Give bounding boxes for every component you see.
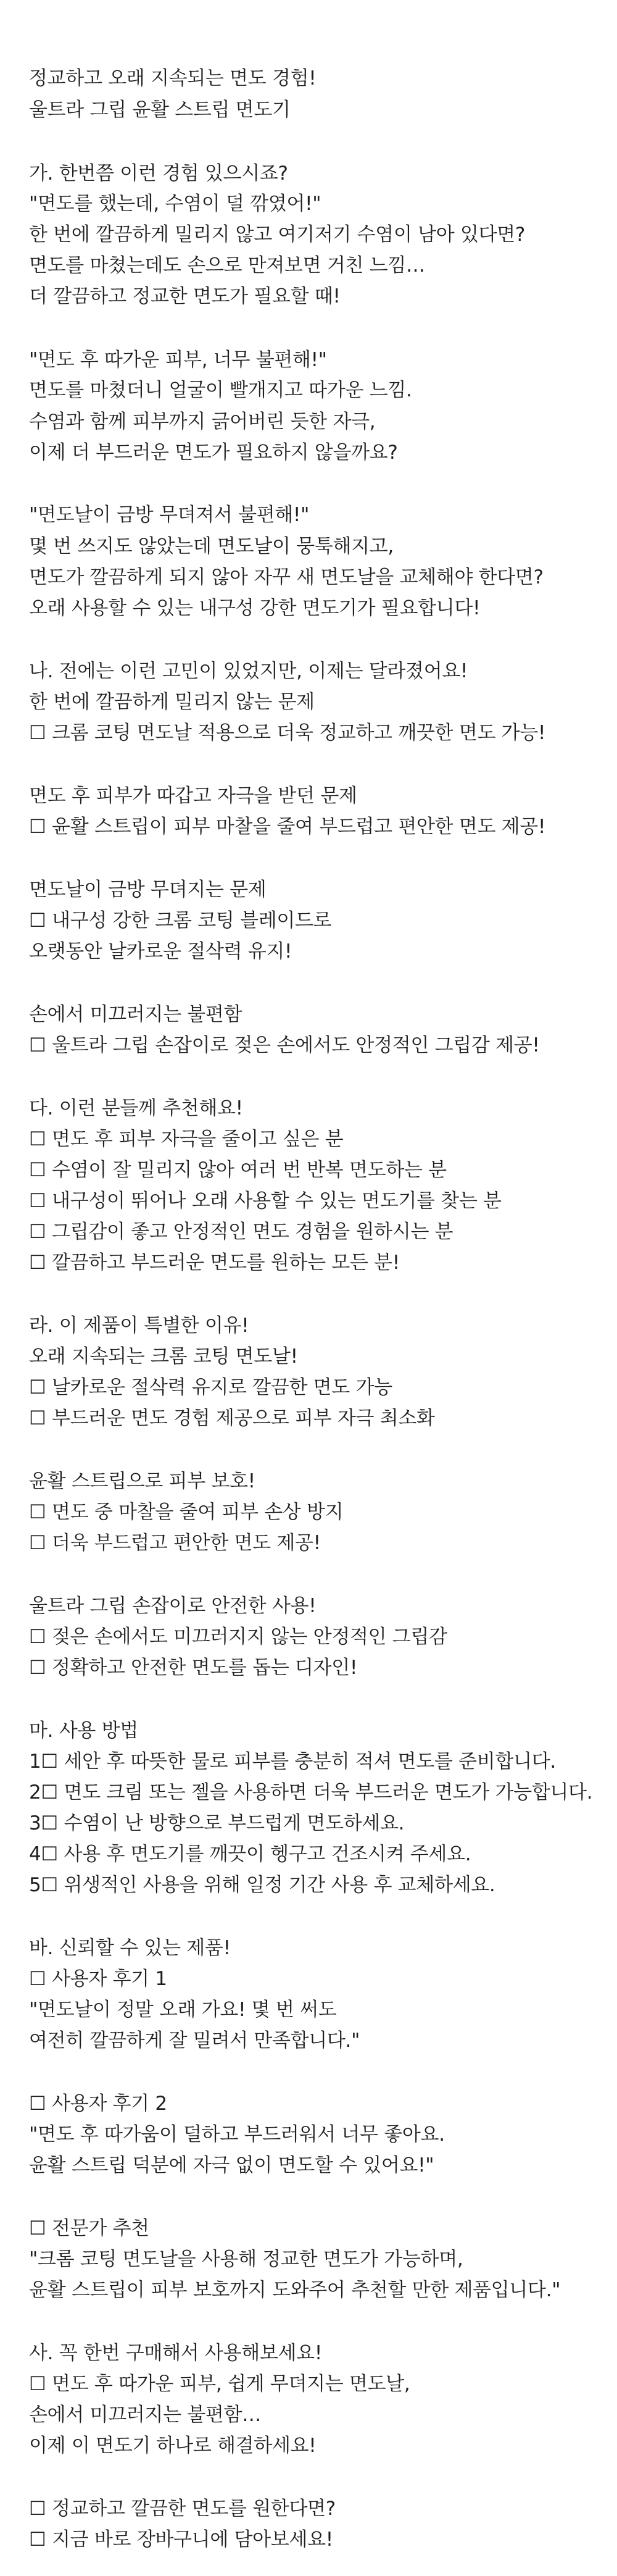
- text-line: 윤활 스트립으로 피부 보호!: [29, 1470, 255, 1492]
- text-line: 바. 신뢰할 수 있는 제품!: [29, 1937, 231, 1959]
- text-line: ☐ 정교하고 깔끔한 면도를 원한다면?: [29, 2498, 336, 2520]
- text-line: ☐ 울트라 그립 손잡이로 젖은 손에서도 안정적인 그립감 제공!: [29, 1034, 540, 1056]
- text-line: ☐ 내구성 강한 크롬 코팅 블레이드로: [29, 910, 332, 932]
- text-line: 면도를 마쳤더니 얼굴이 빨개지고 따가운 느낌.: [29, 379, 412, 401]
- text-line: 울트라 그립 윤활 스트립 면도기: [29, 99, 291, 121]
- text-line: ☐ 크롬 코팅 면도날 적용으로 더욱 정교하고 깨끗한 면도 가능!: [29, 722, 546, 744]
- text-line: ☐ 깔끔하고 부드러운 면도를 원하는 모든 분!: [29, 1252, 400, 1274]
- text-line: 면도 후 피부가 따갑고 자극을 받던 문제: [29, 785, 357, 807]
- text-line: ☐ 면도 후 따가운 피부, 쉽게 무뎌지는 면도날,: [29, 2373, 410, 2395]
- text-line: "면도날이 금방 무뎌져서 불편해!": [29, 504, 310, 526]
- text-line: 한 번에 깔끔하게 밀리지 않고 여기저기 수염이 남아 있다면?: [29, 224, 526, 246]
- text-line: ☐ 날카로운 절삭력 유지로 깔끔한 면도 가능: [29, 1376, 392, 1399]
- text-line: ☐ 정확하고 안전한 면도를 돕는 디자인!: [29, 1657, 358, 1679]
- text-line: ☐ 사용자 후기 1: [29, 1968, 167, 1990]
- text-line: "면도 후 따가움이 덜하고 부드러워서 너무 좋아요.: [29, 2123, 445, 2146]
- text-line: 이제 더 부드러운 면도가 필요하지 않을까요?: [29, 441, 398, 464]
- text-line: 면도가 깔끔하게 되지 않아 자꾸 새 면도날을 교체해야 한다면?: [29, 566, 544, 588]
- text-line: 마. 사용 방법: [29, 1720, 138, 1742]
- text-line: ☐ 면도 중 마찰을 줄여 피부 손상 방지: [29, 1501, 344, 1523]
- text-line: 라. 이 제품이 특별한 이유!: [29, 1315, 249, 1337]
- text-line: 윤활 스트립 덕분에 자극 없이 면도할 수 있어요!": [29, 2154, 434, 2177]
- text-line: 5☐ 위생적인 사용을 위해 일정 기간 사용 후 교체하세요.: [29, 1874, 495, 1896]
- text-line: ☐ 수염이 잘 밀리지 않아 여러 번 반복 면도하는 분: [29, 1159, 447, 1181]
- text-line: 손에서 미끄러지는 불편함: [29, 1003, 242, 1026]
- text-line: 정교하고 오래 지속되는 면도 경험!: [29, 67, 317, 90]
- text-line: "면도를 했는데, 수염이 덜 깎였어!": [29, 193, 321, 215]
- text-line: "면도날이 정말 오래 가요! 몇 번 써도: [29, 1999, 337, 2021]
- text-line: 수염과 함께 피부까지 긁어버린 듯한 자극,: [29, 411, 376, 433]
- text-line: 다. 이런 분들께 추천해요!: [29, 1097, 243, 1119]
- text-line: 오랫동안 날카로운 절삭력 유지!: [29, 940, 292, 963]
- text-line: 윤활 스트립이 피부 보호까지 도와주어 추천할 만한 제품입니다.": [29, 2279, 561, 2301]
- text-line: 면도를 마쳤는데도 손으로 만져보면 거친 느낌…: [29, 254, 425, 277]
- text-line: 한 번에 깔끔하게 밀리지 않는 문제: [29, 691, 315, 713]
- text-line: 면도날이 금방 무뎌지는 문제: [29, 879, 267, 901]
- text-line: 오래 사용할 수 있는 내구성 강한 면도기가 필요합니다!: [29, 597, 481, 619]
- text-line: ☐ 그립감이 좋고 안정적인 면도 경험을 원하시는 분: [29, 1221, 453, 1243]
- text-line: ☐ 전문가 추천: [29, 2217, 149, 2239]
- text-line: 이제 이 면도기 하나로 해결하세요!: [29, 2435, 317, 2457]
- text-line: ☐ 더욱 부드럽고 편안한 면도 제공!: [29, 1532, 321, 1554]
- text-line: 2☐ 면도 크림 또는 젤을 사용하면 더욱 부드러운 면도가 가능합니다.: [29, 1781, 593, 1804]
- text-line: 1☐ 세안 후 따뜻한 물로 피부를 충분히 적셔 면도를 준비합니다.: [29, 1750, 556, 1773]
- text-line: 오래 지속되는 크롬 코팅 면도날!: [29, 1345, 298, 1368]
- text-line: ☐ 윤활 스트립이 피부 마찰을 줄여 부드럽고 편안한 면도 제공!: [29, 816, 546, 838]
- text-line: ☐ 내구성이 뛰어나 오래 사용할 수 있는 면도기를 찾는 분: [29, 1190, 502, 1212]
- text-line: 가. 한번쯤 이런 경험 있으시죠?: [29, 162, 288, 185]
- text-line: 울트라 그립 손잡이로 안전한 사용!: [29, 1595, 317, 1617]
- text-line: ☐ 면도 후 피부 자극을 줄이고 싶은 분: [29, 1128, 344, 1150]
- text-line: "면도 후 따가운 피부, 너무 불편해!": [29, 349, 327, 371]
- text-line: ☐ 젖은 손에서도 미끄러지지 않는 안정적인 그립감: [29, 1626, 447, 1648]
- text-line: 더 깔끔하고 정교한 면도가 필요할 때!: [29, 285, 341, 307]
- text-line: 몇 번 쓰지도 않았는데 면도날이 뭉툭해지고,: [29, 535, 394, 558]
- text-line: 3☐ 수염이 난 방향으로 부드럽게 면도하세요.: [29, 1812, 405, 1834]
- text-line: 여전히 깔끔하게 잘 밀려서 만족합니다.": [29, 2030, 360, 2052]
- text-line: 손에서 미끄러지는 불편함…: [29, 2404, 261, 2426]
- text-line: 나. 전에는 이런 고민이 있었지만, 이제는 달라졌어요!: [29, 660, 468, 682]
- text-line: ☐ 부드러운 면도 경험 제공으로 피부 자극 최소화: [29, 1407, 435, 1429]
- text-line: 4☐ 사용 후 면도기를 깨끗이 헹구고 건조시켜 주세요.: [29, 1843, 471, 1865]
- text-line: "크롬 코팅 면도날을 사용해 정교한 면도가 가능하며,: [29, 2248, 463, 2270]
- text-line: ☐ 지금 바로 장바구니에 담아보세요!: [29, 2528, 333, 2551]
- text-line: ☐ 사용자 후기 2: [29, 2093, 167, 2115]
- text-line: 사. 꼭 한번 구매해서 사용해보세요!: [29, 2342, 322, 2364]
